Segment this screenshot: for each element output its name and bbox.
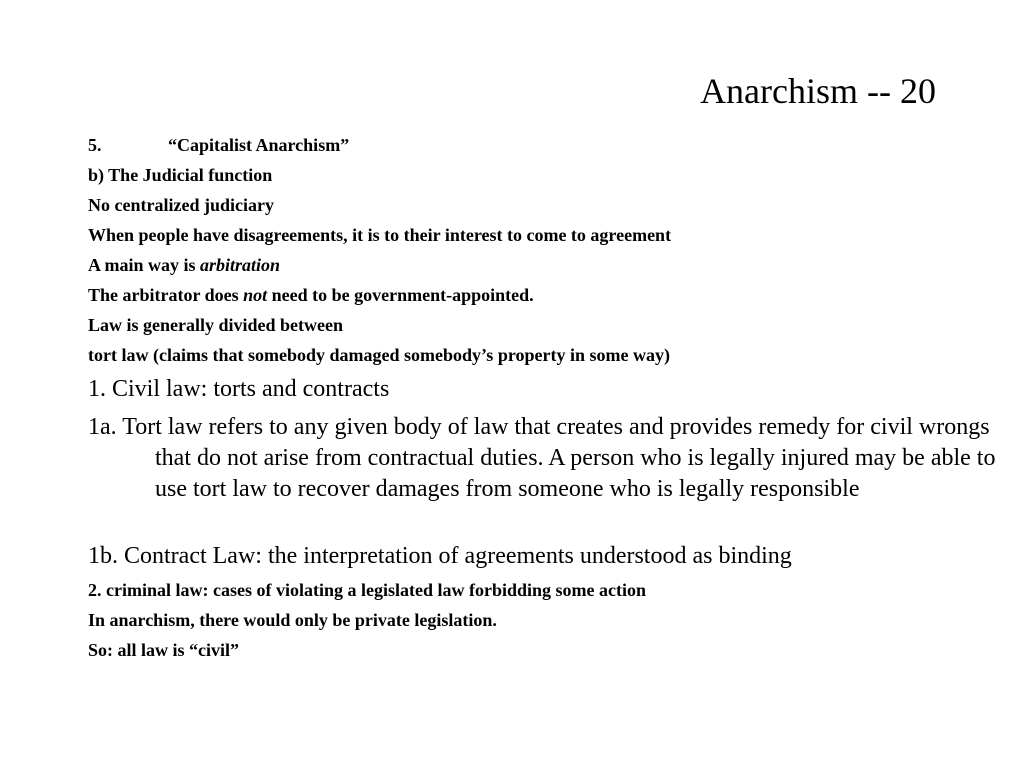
- line-private-legislation: In anarchism, there would only be private legislation.: [88, 610, 497, 630]
- arbitrator-suffix: need to be government-appointed.: [267, 285, 534, 305]
- slide-title: Anarchism -- 20: [700, 71, 936, 111]
- main-way-prefix: A main way is: [88, 255, 201, 275]
- line-tort-definition: 1a. Tort law refers to any given body of law that creates and provides remedy for civil wrongs that do not arise from contractual duties. A person who is legally injured may be able to use tort law to recover damages from someone who is legally responsible: [88, 414, 996, 502]
- line-arbitrator: [88, 284, 534, 306]
- line-no-judiciary: No centralized judiciary: [88, 195, 274, 215]
- line-tort-claims: tort law (claims that somebody damaged somebody’s property in some way): [88, 345, 670, 365]
- line-contract-law: 1b. Contract Law: the interpretation of agreements understood as binding: [88, 543, 792, 569]
- line-main-way: [88, 254, 280, 276]
- line-civil-law: 1. Civil law: torts and contracts: [88, 376, 390, 402]
- heading-number: 5.: [88, 135, 102, 155]
- arbitrator-emphasis: not: [243, 285, 268, 305]
- subheading: b) The Judicial function: [88, 165, 273, 185]
- arbitrator-prefix: The arbitrator does: [88, 285, 244, 305]
- main-way-emphasis: arbitration: [200, 255, 281, 275]
- line-disagreements: When people have disagreements, it is to their interest to come to agreement: [88, 225, 672, 245]
- heading-line: [88, 134, 349, 156]
- line-all-civil: So: all law is “civil”: [88, 640, 240, 660]
- line-law-divided: Law is generally divided between: [88, 315, 343, 335]
- line-criminal-law: 2. criminal law: cases of violating a legislated law forbidding some action: [88, 580, 646, 600]
- heading-text: “Capitalist Anarchism”: [168, 135, 350, 155]
